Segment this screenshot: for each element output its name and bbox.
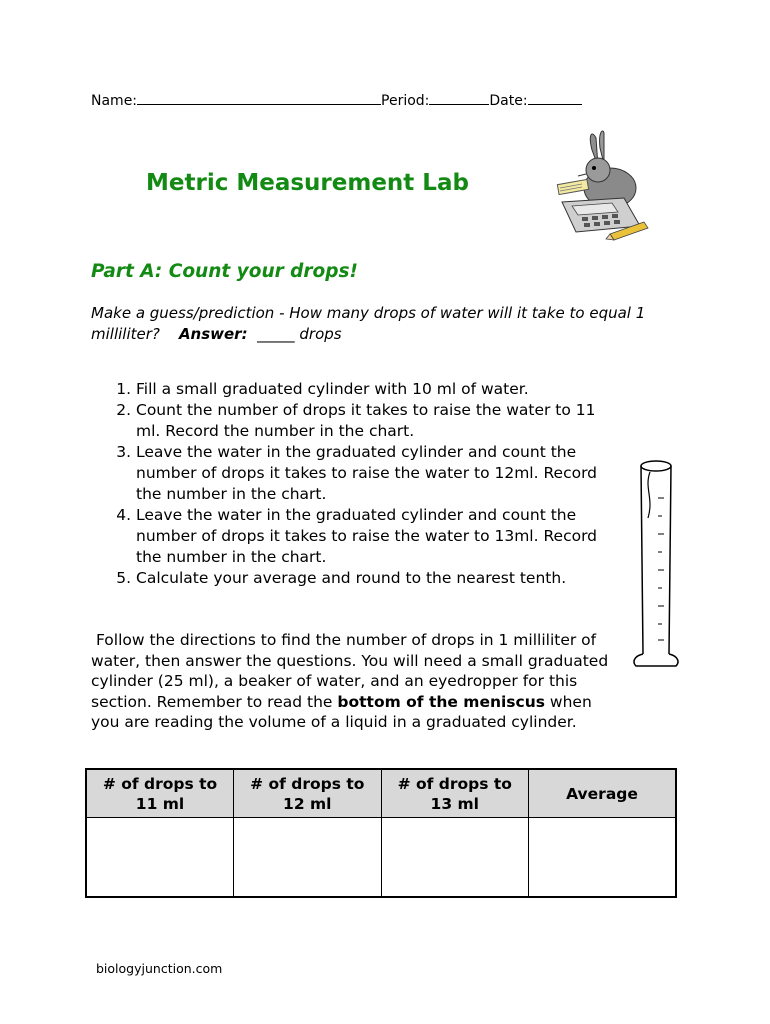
cell-drops-12ml[interactable] xyxy=(234,818,382,898)
answer-label: Answer: xyxy=(178,325,248,343)
rabbit-calculator-icon xyxy=(548,130,652,246)
list-item: 3. Leave the water in the graduated cylinder and count the number of drops it takes to raise the water to 12ml. Record the number in the chart. xyxy=(136,442,621,505)
cell-drops-11ml[interactable] xyxy=(86,818,234,898)
cell-drops-13ml[interactable] xyxy=(381,818,529,898)
list-item: 5. Calculate your average and round to the nearest tenth. xyxy=(136,568,621,589)
prediction-text: Make a guess/prediction - How many drops of water will it take to equal 1 milliliter? xyxy=(91,304,646,343)
column-header-average: Average xyxy=(529,769,677,818)
prediction-question xyxy=(91,303,671,345)
date-label: Date: xyxy=(489,93,528,109)
name-blank[interactable] xyxy=(137,92,381,105)
list-item: 1. Fill a small graduated cylinder with 10 ml of water. xyxy=(136,379,621,400)
date-blank[interactable] xyxy=(528,92,582,105)
period-label: Period: xyxy=(381,93,430,109)
name-label: Name: xyxy=(91,93,138,109)
page-title: Metric Measurement Lab xyxy=(146,170,469,196)
table-row xyxy=(86,818,676,898)
directions-text-1: Follow the directions to find the number of drops in 1 milliliter of water, then answer the questions. You will need a small graduated cylinder (25 ml), a beaker of water, and an eyedropper for this section. Remember to read the xyxy=(91,631,609,711)
list-item: 4. Leave the water in the graduated cylinder and count the number of drops it takes to raise the water to 13ml. Record the number in the chart. xyxy=(136,505,621,568)
column-header-12ml: # of drops to 12 ml xyxy=(234,769,382,818)
graduated-cylinder-icon xyxy=(628,458,680,676)
column-header-11ml: # of drops to 11 ml xyxy=(86,769,234,818)
answer-blank[interactable]: _____ drops xyxy=(257,325,342,343)
column-header-13ml: # of drops to 13 ml xyxy=(381,769,529,818)
footer-source: biologyjunction.com xyxy=(96,961,223,976)
procedure-steps xyxy=(91,379,621,589)
directions-paragraph xyxy=(91,630,621,733)
meniscus-emphasis: bottom of the meniscus xyxy=(337,692,545,711)
part-a-heading: Part A: Count your drops! xyxy=(91,261,358,282)
list-item: 2. Count the number of drops it takes to raise the water to 11 ml. Record the number in the chart. xyxy=(136,400,621,442)
student-info-line xyxy=(91,92,582,109)
drops-data-table xyxy=(85,768,677,898)
directions-text-2: when you are reading the volume of a liquid in a graduated cylinder. xyxy=(91,692,592,731)
period-blank[interactable] xyxy=(429,92,489,105)
cell-average[interactable] xyxy=(529,818,677,898)
table-header-row xyxy=(86,769,676,818)
